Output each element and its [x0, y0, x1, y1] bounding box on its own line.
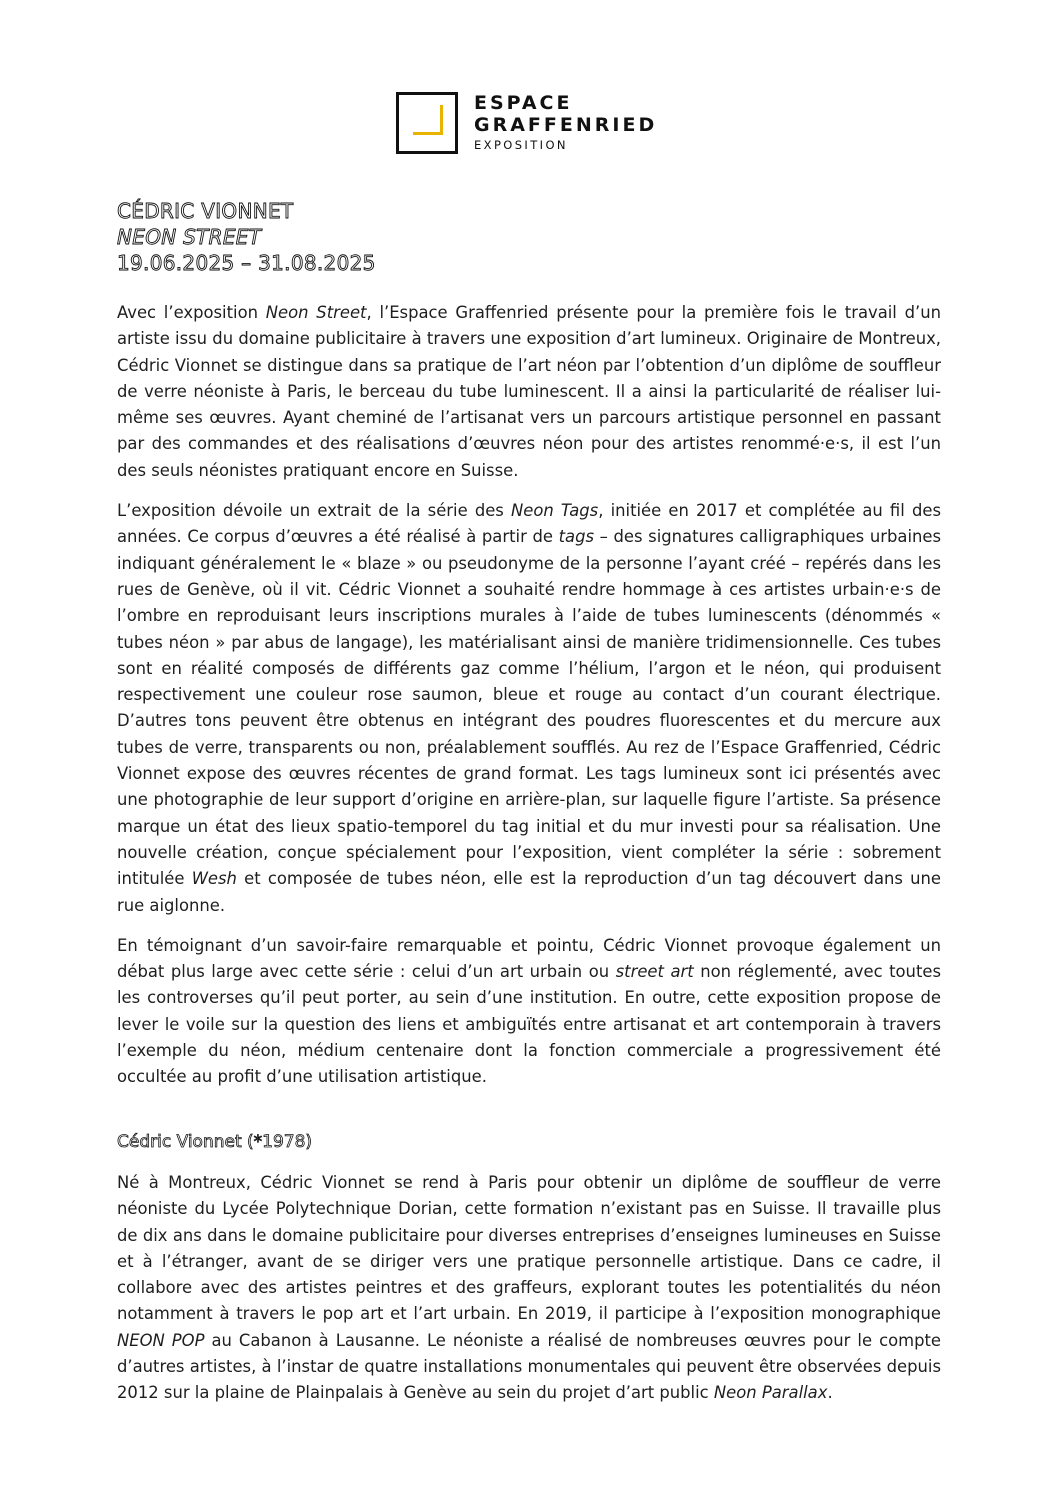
exhibition-dates: 19.06.2025 – 31.08.2025 [117, 251, 376, 275]
exhibition-header [117, 198, 376, 276]
text-run: – des signatures calligraphiques urbaines indiquant généralement le « blaze » ou pseudonyme de la personne l’ayant créé – repérés dans les rues de Genève, où il vit. Cédric Vionnet a souhaité rendre hommage à ces artistes urbain·e·s de l’ombre en reproduisant leurs inscriptions murales à l’aide de tubes luminescents (dénommés « tubes néon » par abus de langage), les matérialisant ainsi de manière tridimensionnelle. Ces tubes sont en réalité composés de différents gaz comme l’hélium, l’argon et le néon, qui produisent respectivement une couleur rose saumon, bleue et rouge au contact d’un courant électrique. D’autres tons peuvent être obtenus en intégrant des poudres fluorescentes et du mercure aux tubes de verre, transparents ou non, préalablement soufflés. Au rez de l’Espace Graffenried, Cédric Vionnet expose des œuvres récentes de grand format. Les tags lumineux sont ici présentés avec une photographie de leur support d’origine en arrière-plan, sur laquelle figure l’artiste. Sa présence marque un état des lieux spatio-temporel du tag initial et du mur investi pour sa réalisation. Une nouvelle création, conçue spécialement pour l’exposition, vient compléter la série : sobrement intitulée [117, 527, 942, 889]
paragraph-neon-tags [117, 498, 941, 919]
logo-wordmark [474, 92, 657, 154]
artist-name: CÉDRIC VIONNET [117, 199, 294, 223]
text-run: non réglementé, avec toutes les controverses qu’il peut porter, au sein d’une institution. En outre, cette exposition propose de lever le voile sur la question des liens et ambiguïtés entre artisanat et art contemporain à travers l’exemple du néon, médium centenaire dont la fonction commerciale a progressivement été occultée au profit d’une utilisation artistique. [117, 962, 941, 1087]
italic-title-neon-street: Neon Street [265, 303, 367, 322]
italic-term-street-art: street art [615, 962, 694, 982]
text-run: . [827, 1383, 833, 1403]
text-run: Né à Montreux, Cédric Vionnet se rend à Paris pour obtenir un diplôme de souffleur de verre néoniste du Lycée Polytechnique Dorian, cette formation n’existant pas en Suisse. Il travaille plus de dix ans dans le domaine publicitaire pour diverses entreprises d’enseignes lumineuses en Suisse et à l’étranger, avant de se diriger vers une pratique personnelle artistique. Dans ce cadre, il collabore avec des artistes peintres et des graffeurs, explorant toutes les potentialités du néon notamment à travers le pop art et l’art urbain. En 2019, il participe à l’exposition monographique [117, 1173, 941, 1324]
italic-title-neon-tags: Neon Tags [511, 501, 599, 521]
paragraph-bio [117, 1170, 941, 1407]
italic-title-wesh: Wesh [191, 869, 237, 889]
bio-text [117, 1170, 941, 1421]
text-run: , initiée en 2017 et complétée au fil des années. Ce corpus d’œuvres a été réalisé à partir de [117, 501, 941, 547]
italic-term-tags: tags [558, 527, 595, 547]
logo-line-graffenried: GRAFFENRIED [474, 114, 658, 136]
italic-title-neon-parallax: Neon Parallax [713, 1383, 828, 1403]
logo-line-exposition: EXPOSITION [474, 138, 568, 152]
text-run: au Cabanon à Lausanne. Le néoniste a réalisé de nombreuses œuvres pour le compte d’autres artistes, à l’instar de quatre installations monumentales qui peuvent être observées depuis 2012 sur la plaine de Plainpalais à Genève au sein du projet d’art public [117, 1330, 941, 1403]
paragraph-intro [117, 300, 941, 484]
text-run: , l’Espace Graffenried présente pour la première fois le travail d’un artiste issu du domaine publicitaire à travers une exposition d’art lumineux. Originaire de Montreux, Cédric Vionnet se distingue dans sa pratique de l’art néon par l’obtention d’un diplôme de souffleur de verre néoniste à Paris, le berceau du tube luminescent. Il a ainsi la particularité de réaliser lui-même ses œuvres. Ayant cheminé de l’artisanat vers un parcours artistique personnel en passant par des commandes et des réalisations d’œuvres néon pour des artistes renommé·e·s, il est l’un des seuls néonistes pratiquant encore en Suisse. [117, 303, 942, 480]
logo-corner-accent-icon [413, 105, 443, 135]
text-run: En témoignant d’un savoir-faire remarquable et pointu, Cédric Vionnet provoque également un débat plus large avec cette série : celui d’un art urbain ou [117, 935, 941, 982]
italic-title-neon-pop: NEON POP [117, 1330, 205, 1350]
text-run: Avec l’exposition [117, 303, 266, 322]
espace-graffenried-logo [396, 90, 657, 156]
text-run: L’exposition dévoile un extrait de la série des [117, 501, 511, 521]
main-text [117, 300, 941, 1105]
logo-square-icon [396, 92, 458, 154]
text-run: et composée de tubes néon, elle est la reproduction d’un tag découvert dans une rue aiglonne. [117, 869, 942, 915]
exhibition-title: NEON STREET [117, 225, 262, 249]
paragraph-debate [117, 933, 941, 1091]
bio-heading: Cédric Vionnet (*1978) [117, 1132, 313, 1152]
logo-line-espace: ESPACE [474, 92, 573, 114]
